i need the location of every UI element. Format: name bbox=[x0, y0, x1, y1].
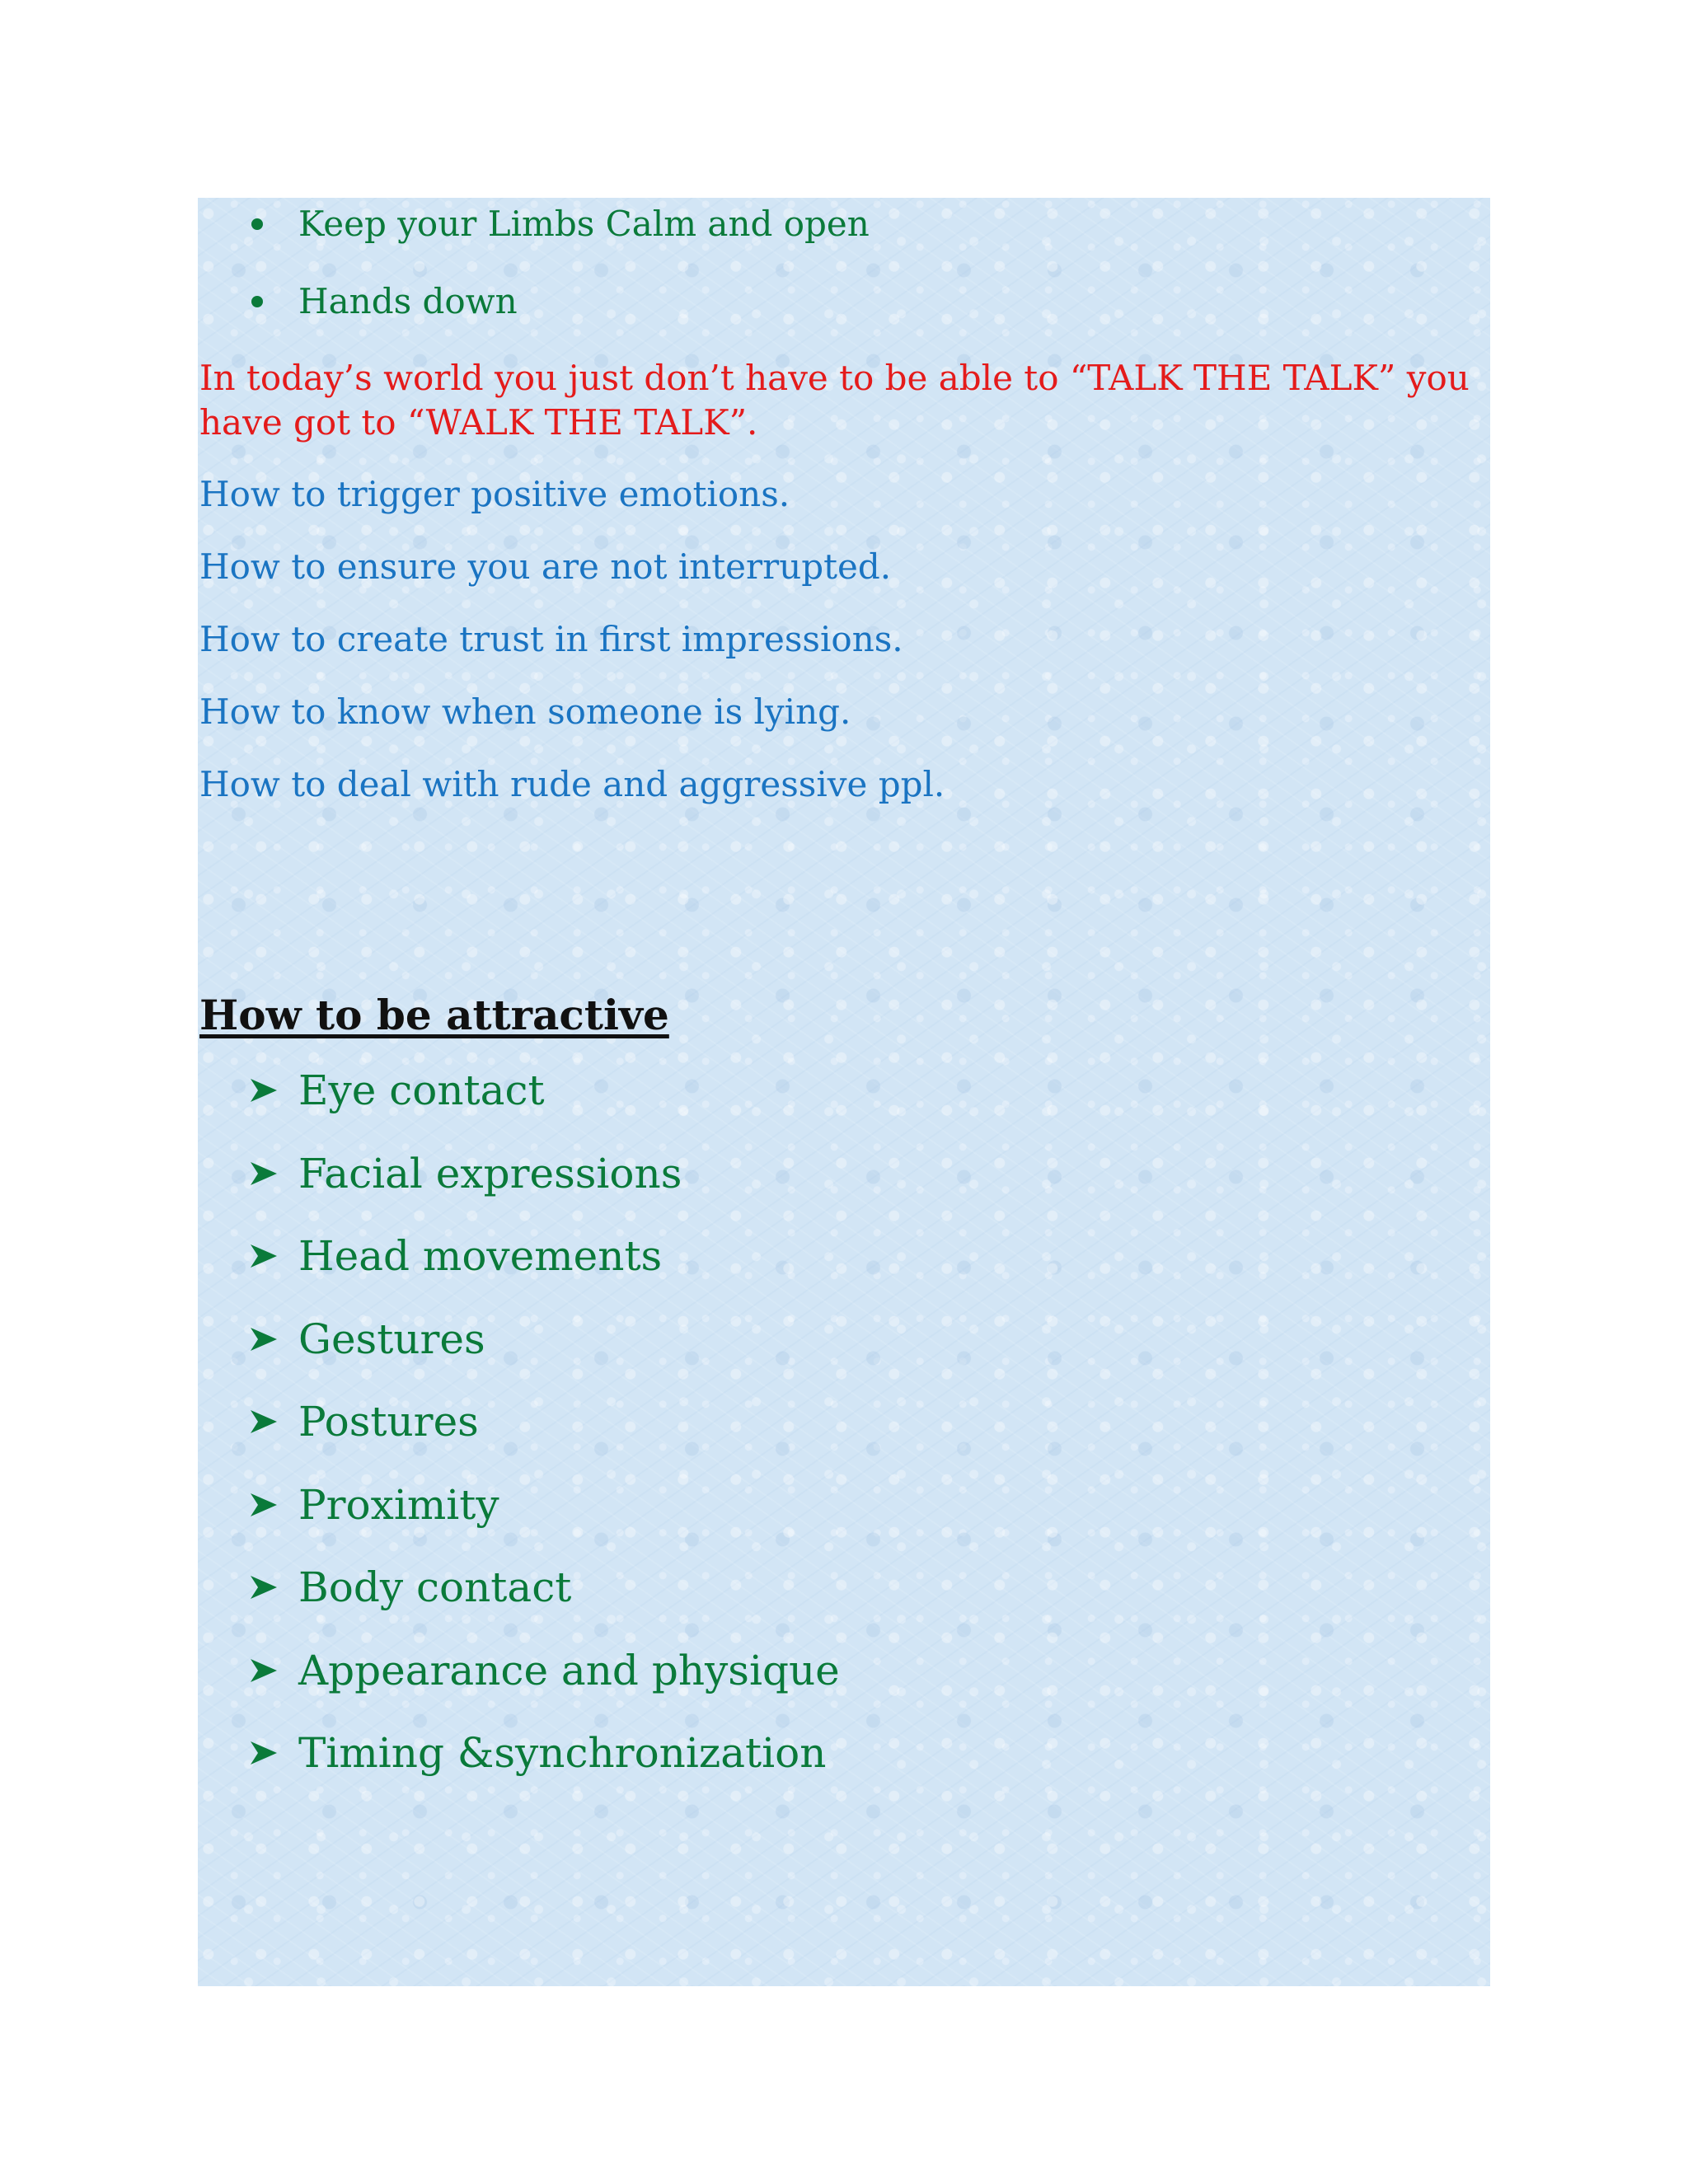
how-to-line: How to create trust in first impressions. bbox=[199, 619, 903, 659]
arrowhead-bullet-icon bbox=[249, 1409, 279, 1434]
list-item bbox=[199, 198, 1485, 275]
list-item bbox=[199, 1726, 1485, 1809]
list-item bbox=[199, 1229, 1485, 1312]
how-to-line: How to trigger positive emotions. bbox=[199, 474, 790, 514]
list-item-text: Proximity bbox=[298, 1480, 499, 1529]
limbs-bullet-list bbox=[199, 198, 1485, 353]
arrowhead-bullet-icon bbox=[249, 1493, 279, 1517]
list-item-text: Eye contact bbox=[298, 1066, 545, 1114]
how-to-line: How to ensure you are not interrupted. bbox=[199, 546, 892, 587]
list-item-text: Postures bbox=[298, 1398, 479, 1446]
list-item-text: Timing &synchronization bbox=[298, 1729, 827, 1777]
list-item bbox=[199, 1643, 1485, 1727]
list-item bbox=[199, 1146, 1485, 1230]
attractive-list bbox=[199, 1063, 1485, 1809]
how-to-line: How to deal with rude and aggressive ppl. bbox=[199, 764, 945, 804]
arrowhead-bullet-icon bbox=[249, 1244, 279, 1268]
arrowhead-bullet-icon bbox=[249, 1658, 279, 1683]
list-item bbox=[199, 1312, 1485, 1395]
arrowhead-bullet-icon bbox=[249, 1575, 279, 1600]
bullet-dot-icon bbox=[251, 218, 263, 230]
arrowhead-bullet-icon bbox=[249, 1741, 279, 1765]
how-to-line: How to know when someone is lying. bbox=[199, 691, 851, 732]
arrowhead-bullet-icon bbox=[249, 1327, 279, 1352]
list-item bbox=[199, 1560, 1485, 1643]
highlight-paragraph: In today’s world you just don’t have to be able to “TALK THE TALK” you have got to “WALK THE TALK”. bbox=[199, 358, 1470, 443]
list-item bbox=[199, 275, 1485, 353]
list-item-text: Appearance and physique bbox=[298, 1646, 840, 1694]
list-item bbox=[199, 1478, 1485, 1561]
list-item-text: Gestures bbox=[298, 1315, 485, 1363]
list-item-text: Facial expressions bbox=[298, 1149, 682, 1197]
list-item-text: Body contact bbox=[298, 1563, 572, 1611]
section-heading: How to be attractive bbox=[199, 991, 669, 1039]
list-item-text: Keep your Limbs Calm and open bbox=[298, 204, 870, 244]
list-item-text: Head movements bbox=[298, 1232, 663, 1280]
bullet-dot-icon bbox=[251, 296, 263, 307]
document-content bbox=[199, 198, 1485, 1809]
list-item-text: Hands down bbox=[298, 281, 518, 321]
arrowhead-bullet-icon bbox=[249, 1078, 279, 1103]
list-item bbox=[199, 1063, 1485, 1146]
list-item bbox=[199, 1394, 1485, 1478]
arrowhead-bullet-icon bbox=[249, 1161, 279, 1186]
